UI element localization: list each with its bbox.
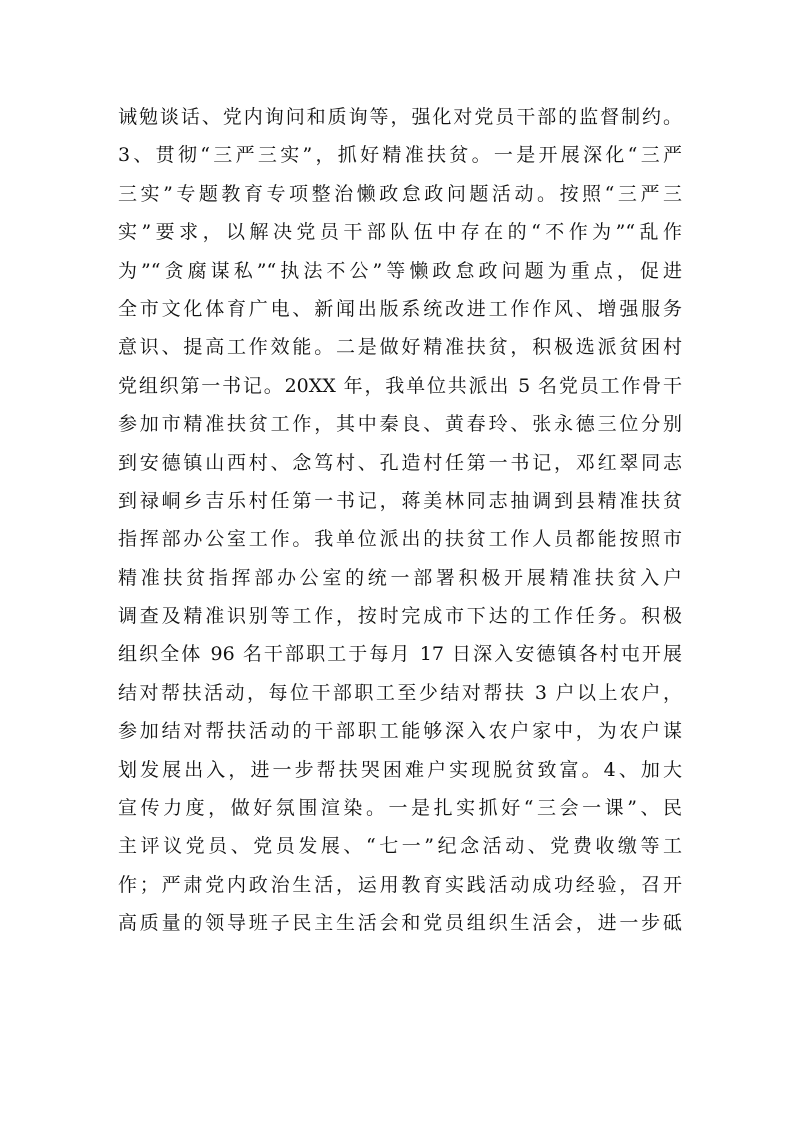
text-line: 参加市精准扶贫工作，其中秦良、黄春玲、张永德三位分别	[118, 413, 682, 436]
text-line: 结对帮扶活动，每位干部职工至少结对帮扶 3 户以上农户，	[118, 681, 682, 704]
text-line: 主评议党员、党员发展、“七一”纪念活动、党费收缴等工	[118, 835, 682, 858]
text-line: 调查及精准识别等工作，按时完成市下达的工作任务。积极	[118, 605, 682, 628]
text-line: 实”要求，以解决党员干部队伍中存在的“不作为”“乱作	[118, 221, 682, 244]
text-line: 指挥部办公室工作。我单位派出的扶贫工作人员都能按照市	[118, 528, 682, 551]
text-line: 划发展出入，进一步帮扶哭困难户实现脱贫致富。4、加大	[118, 758, 682, 781]
body-text	[118, 98, 682, 943]
text-line: 参加结对帮扶活动的干部职工能够深入农户家中，为农户谋	[118, 720, 682, 743]
text-line: 全市文化体育广电、新闻出版系统改进工作作风、增强服务	[118, 297, 682, 320]
text-line: 作；严肃党内政治生活，运用教育实践活动成功经验，召开	[118, 873, 682, 896]
text-line: 精准扶贫指挥部办公室的统一部署积极开展精准扶贫入户	[118, 566, 682, 589]
text-line: 3、贯彻“三严三实”，抓好精准扶贫。一是开展深化“三严	[118, 144, 682, 167]
text-line: 组织全体 96 名干部职工于每月 17 日深入安德镇各村屯开展	[118, 643, 682, 666]
text-line: 为”“贪腐谋私”“执法不公”等懒政怠政问题为重点，促进	[118, 259, 682, 282]
text-line: 三实”专题教育专项整治懒政怠政问题活动。按照“三严三	[118, 182, 682, 205]
text-line: 党组织第一书记。20XX 年，我单位共派出 5 名党员工作骨干	[118, 374, 682, 397]
text-line: 到安德镇山西村、念笃村、孔造村任第一书记，邓红翠同志	[118, 451, 682, 474]
text-line: 宣传力度，做好氛围渲染。一是扎实抓好“三会一课”、民	[118, 797, 682, 820]
text-line: 诫勉谈话、党内询问和质询等，强化对党员干部的监督制约。	[118, 106, 682, 128]
text-line: 意识、提高工作效能。二是做好精准扶贫，积极选派贫困村	[118, 336, 682, 359]
text-line: 到禄峒乡吉乐村任第一书记，蒋美林同志抽调到县精准扶贫	[118, 489, 682, 512]
text-line: 高质量的领导班子民主生活会和党员组织生活会，进一步砥	[118, 912, 682, 935]
